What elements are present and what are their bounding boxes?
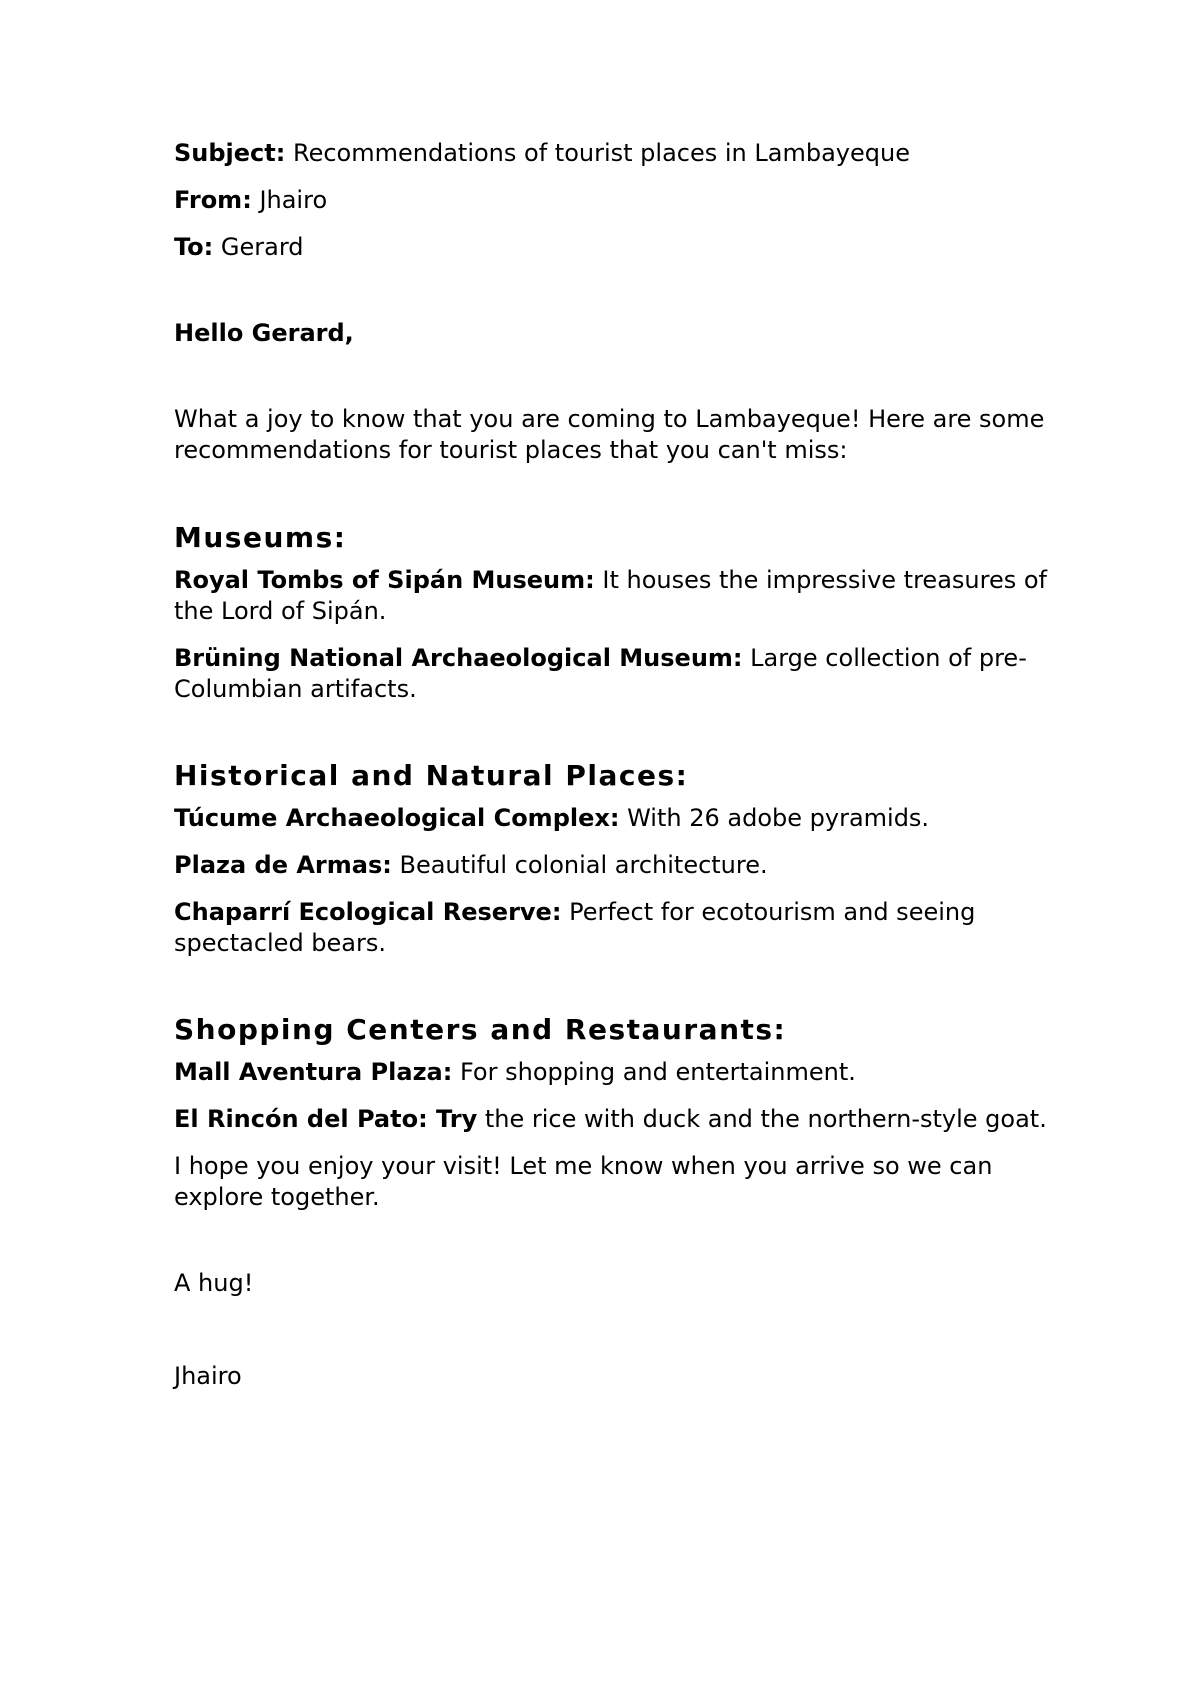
item-description: Large collection of pre-Columbian artifacts. bbox=[174, 644, 1027, 703]
list-item bbox=[174, 1104, 1054, 1135]
closing-paragraph: I hope you enjoy your visit! Let me know when you arrive so we can explore together. bbox=[174, 1152, 993, 1211]
signature: Jhairo bbox=[174, 1362, 242, 1390]
list-item bbox=[174, 1057, 1054, 1088]
to-label: To: bbox=[174, 233, 214, 261]
from-label: From: bbox=[174, 186, 252, 214]
intro-paragraph: What a joy to know that you are coming to Lambayeque! Here are some recommendations for tourist places that you can't miss: bbox=[174, 405, 1045, 464]
museums-heading: Museums: bbox=[174, 521, 347, 554]
item-description: It houses the impressive treasures of the Lord of Sipán. bbox=[174, 566, 1047, 625]
to-line bbox=[174, 232, 1054, 263]
historical-heading: Historical and Natural Places: bbox=[174, 759, 689, 792]
list-item bbox=[174, 643, 1054, 705]
farewell: A hug! bbox=[174, 1269, 254, 1297]
subject-value: Recommendations of tourist places in Lambayeque bbox=[293, 139, 910, 167]
item-description: Perfect for ecotourism and seeing spectacled bears. bbox=[174, 898, 976, 957]
email-document bbox=[174, 138, 1054, 1392]
from-line bbox=[174, 185, 1054, 216]
shopping-heading: Shopping Centers and Restaurants: bbox=[174, 1013, 787, 1046]
subject-label: Subject: bbox=[174, 139, 286, 167]
subject-line bbox=[174, 138, 1054, 169]
list-item bbox=[174, 565, 1054, 627]
greeting: Hello Gerard, bbox=[174, 319, 354, 347]
item-name: Royal Tombs of Sipán Museum: bbox=[174, 566, 595, 594]
item-description: Beautiful colonial architecture. bbox=[399, 851, 768, 879]
item-name: Chaparrí Ecological Reserve: bbox=[174, 898, 562, 926]
item-name: Túcume Archaeological Complex: bbox=[174, 804, 620, 832]
list-item bbox=[174, 850, 1054, 881]
list-item bbox=[174, 897, 1054, 959]
item-description: With 26 adobe pyramids. bbox=[627, 804, 930, 832]
item-description: the rice with duck and the northern-style goat. bbox=[484, 1105, 1047, 1133]
item-name: Plaza de Armas: bbox=[174, 851, 392, 879]
item-name: Brüning National Archaeological Museum: bbox=[174, 644, 743, 672]
item-description: For shopping and entertainment. bbox=[459, 1058, 856, 1086]
list-item bbox=[174, 803, 1054, 834]
to-value: Gerard bbox=[220, 233, 304, 261]
item-name: Mall Aventura Plaza: bbox=[174, 1058, 453, 1086]
from-value: Jhairo bbox=[259, 186, 328, 214]
item-name: El Rincón del Pato: Try bbox=[174, 1105, 478, 1133]
